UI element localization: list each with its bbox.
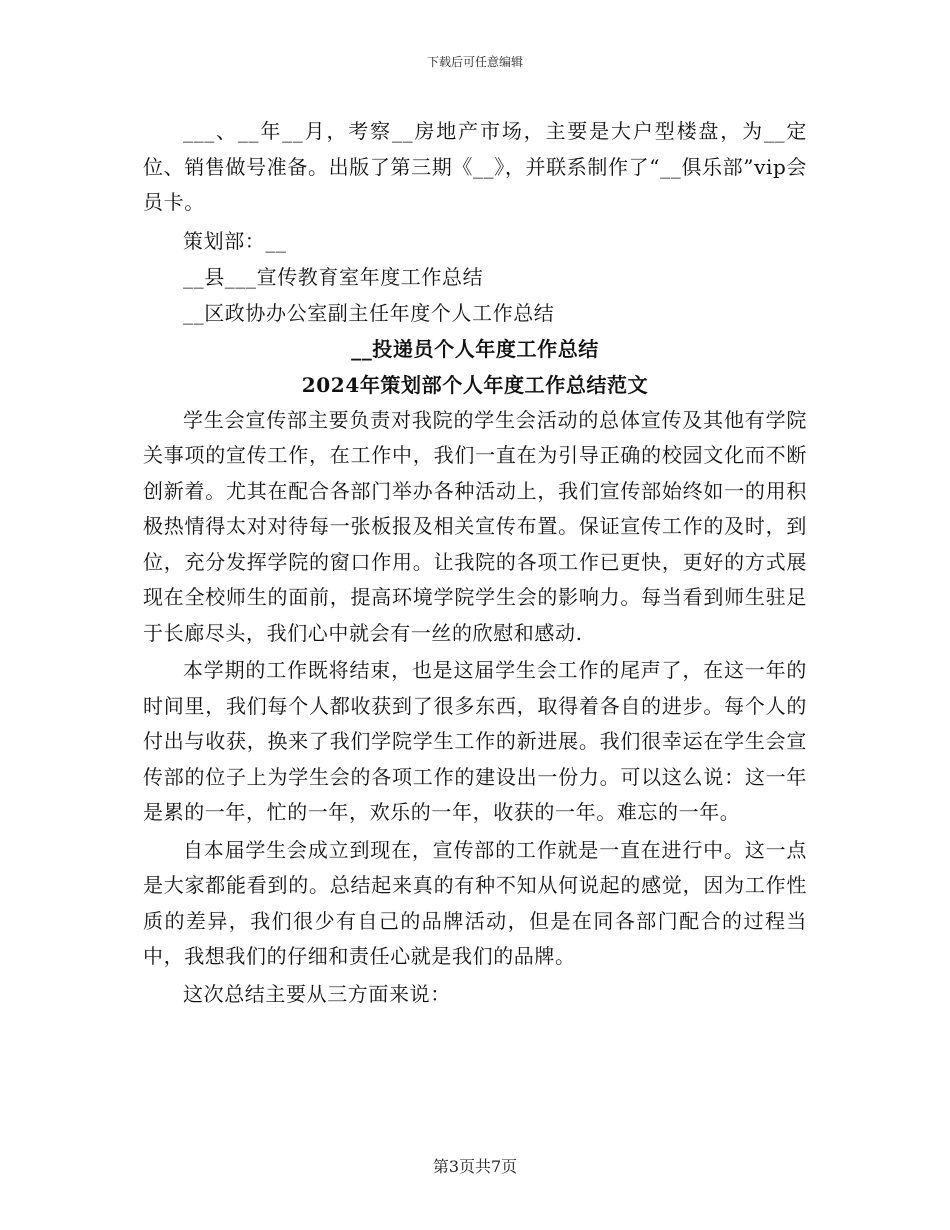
heading-postman-summary: __投递员个人年度工作总结 xyxy=(351,336,599,361)
document-body xyxy=(143,114,807,1014)
paragraph-publicity-intro: 学生会宣传部主要负责对我院的学生会活动的总体宣传及其他有学院关事项的宣传工作，在工作中，我们一直在为引导正确的校园文化而不断创新着。尤其在配合各部门举办各种活动上，我们宣传部始终如一的用积极热情得太对对待每一张板报及相关宣传布置。保证宣传工作的及时，到位，充分发挥学院的窗口作用。让我院的各项工作已更快，更好的方式展现在全校师生的面前，提高环境学院学生会的影响力。每当看到师生驻足于长廊尽头，我们心中就会有一丝的欣慰和感动. xyxy=(143,407,807,645)
page-footer-indicator: 第3页共7页 xyxy=(432,1157,518,1176)
paragraph-since-founding: 自本届学生会成立到现在，宣传部的工作就是一直在进行中。这一点是大家都能看到的。总结起来真的有种不知从何说起的感觉，因为工作性质的差异，我们很少有自己的品牌活动，但是在同各部门配合的过程当中，我想我们的仔细和责任心就是我们的品牌。 xyxy=(143,837,807,968)
line-district-summary: __区政协办公室副主任年度个人工作总结 xyxy=(183,300,555,325)
heading-planning-summary: 2024年策划部个人年度工作总结范文 xyxy=(301,372,649,397)
page-header-note: 下载后可任意编辑 xyxy=(426,55,523,69)
paragraph-three-aspects: 这次总结主要从三方面来说： xyxy=(183,981,451,1006)
line-planning-dept: 策划部：__ xyxy=(183,228,287,253)
paragraph-semester-end: 本学期的工作既将结束，也是这届学生会工作的尾声了，在这一年的时间里，我们每个人都收获到了很多东西，取得着各自的进步。每个人的付出与收获，换来了我们学院学生工作的新进展。我们很幸运在学生会宣传部的位子上为学生会的各项工作的建设出一份力。可以这么说：这一年是累的一年，忙的一年，欢乐的一年，收获的一年。难忘的一年。 xyxy=(143,658,807,824)
line-county-summary: __县___宣传教育室年度工作总结 xyxy=(183,264,484,289)
paragraph-survey: ___、__年__月，考察__房地产市场，主要是大户型楼盘，为__定位、销售做号准备。出版了第三期《__》，并联系制作了“__俱乐部”vip会员卡。 xyxy=(143,119,807,214)
